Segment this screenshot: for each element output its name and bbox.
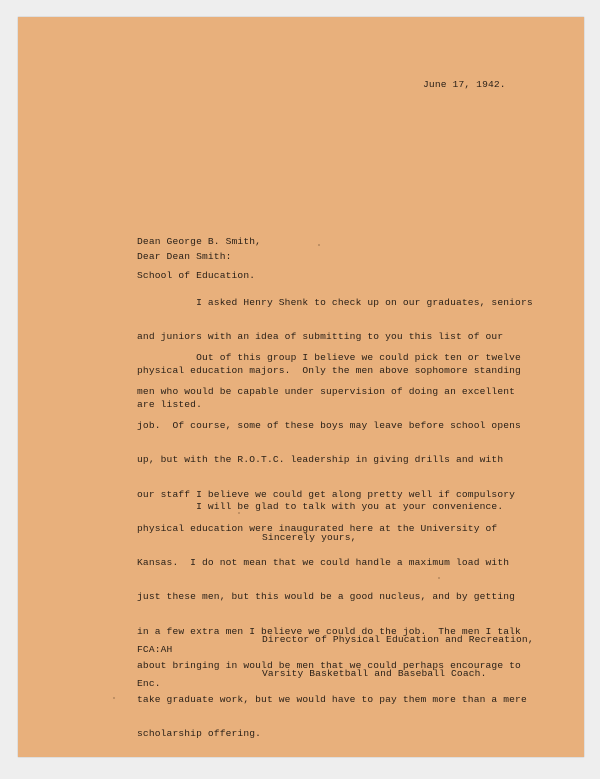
paragraph-line: and juniors with an idea of submitting to you this list of our [137,331,504,343]
paragraph-line: physical education majors. Only the men above sophomore standing [137,365,521,377]
enclosure-notation: Enc. [137,678,161,690]
reference-initials-block [137,621,172,712]
recipient-name: Dean George B. Smith, [137,235,262,247]
paragraph-line: Kansas. I do not mean that we could handle a maximum load with [137,557,510,569]
recipient-office: School of Education. [137,270,256,282]
signature-title-line-2: Varsity Basketball and Baseball Coach. [262,668,487,680]
paragraph-line: I asked Henry Shenk to check up on our graduates, seniors [137,296,533,308]
signature-title-line-1: Director of Physical Education and Recreation, [262,633,534,645]
paragraph-line: take graduate work, but we would have to pay them more than a mere [137,694,527,705]
closing: Sincerely yours, [262,532,357,543]
paper-speck [318,244,320,246]
paragraph-line: about bringing in would be men that we could perhaps encourage to [137,659,521,671]
paragraph-line: our staff I believe we could get along pretty well if compulsory [137,488,516,500]
paragraph-line: men who would be capable under supervision of doing an excellent [137,386,516,398]
letter-date: June 17, 1942. [423,79,506,90]
paper-speck [113,697,115,699]
paper-speck [438,577,440,579]
signature-block [262,611,534,702]
paragraph-line: job. Of course, some of these boys may leave before school opens [137,420,521,432]
body-paragraph-3 [137,478,557,535]
paper-speck [238,512,240,514]
letter-page [18,17,584,757]
reference-initials: FCA:AH [137,643,173,655]
paragraph-line: physical education were inaugurated here at the University of [137,522,498,534]
paragraph-line: I will be glad to talk with you at your convenience. [137,500,504,512]
paragraph-line: just these men, but this would be a good nucleus, and by getting [137,591,516,603]
paragraph-line: scholarship offering. [137,728,262,740]
paragraph-line: Out of this group I believe we could pick ten or twelve [137,351,521,363]
salutation: Dear Dean Smith: [137,251,232,262]
paragraph-line: are listed. [137,399,202,411]
paragraph-line: up, but with the R.O.T.C. leadership in giving drills and with [137,454,504,466]
paragraph-line: in a few extra men I believe we could do the job. The men I talk [137,625,521,637]
